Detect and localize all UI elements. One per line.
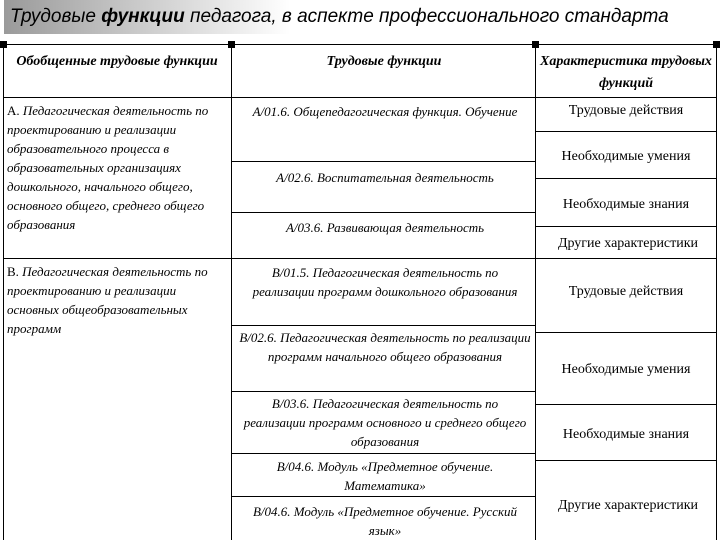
labor-function: В/01.5. Педагогическая деятельность по реализации программ дошкольного образования	[252, 265, 518, 299]
table-border	[231, 391, 536, 392]
page-title	[4, 0, 720, 34]
table-border	[231, 161, 536, 162]
generalized-function-text: Педагогическая деятельность по проектированию и реализации основных общеобразовательных программ	[7, 264, 208, 336]
labor-function: А/03.6. Развивающая деятельность	[285, 220, 485, 235]
labor-function: А/01.6. Общепедагогическая функция. Обучение	[252, 104, 518, 119]
generalized-function-letter: А.	[7, 103, 20, 118]
characteristic-item: Необходимые знания	[562, 427, 690, 442]
table-border	[3, 258, 717, 259]
table-border	[716, 44, 717, 540]
table-border	[231, 212, 536, 213]
table-border	[535, 332, 717, 333]
table-border	[535, 178, 717, 179]
characteristic-item: Другие характеристики	[557, 498, 699, 513]
table-border	[231, 496, 536, 497]
table-border	[535, 226, 717, 227]
generalized-function-text: Педагогическая деятельность по проектированию и реализации образовательного процесса в образовательных организациях дошкольного, начального общего, основного общего, среднего общего образования	[7, 103, 209, 232]
header-generalized-functions: Обобщенные трудовые функции	[16, 54, 218, 69]
generalized-function-b	[7, 262, 229, 338]
labor-function: В/03.6. Педагогическая деятельность по реализации программ основного и среднего общего образования	[243, 396, 527, 449]
title-part-2: педагога, в аспекте профессионального стандарта	[184, 6, 669, 27]
table-border	[3, 97, 717, 98]
header-labor-functions: Трудовые функции	[326, 54, 442, 69]
generalized-function-a	[7, 101, 229, 234]
characteristic-item: Необходимые умения	[561, 149, 691, 164]
labor-function: А/02.6. Воспитательная деятельность	[276, 170, 494, 185]
characteristic-item: Необходимые знания	[562, 197, 690, 212]
table-border	[535, 404, 717, 405]
characteristic-item: Трудовые действия	[568, 103, 684, 118]
table-border	[3, 44, 717, 45]
labor-function: В/04.6. Модуль «Предметное обучение. Русский язык»	[252, 504, 518, 538]
table-border	[535, 44, 536, 540]
table-border	[535, 131, 717, 132]
generalized-function-letter: В.	[7, 264, 19, 279]
title-part-1: Трудовые	[10, 6, 102, 27]
characteristic-item: Необходимые умения	[561, 362, 691, 377]
table-border	[231, 44, 232, 540]
table-border	[3, 44, 4, 540]
table-border	[535, 460, 717, 461]
table-border	[231, 325, 536, 326]
header-characteristics: Характеристика трудовых функций	[540, 54, 712, 91]
characteristic-item: Другие характеристики	[557, 236, 699, 251]
characteristic-item: Трудовые действия	[568, 284, 684, 299]
labor-function: В/04.6. Модуль «Предметное обучение. Математика»	[276, 459, 494, 493]
title-bold: функции	[101, 6, 185, 27]
table-border	[231, 453, 536, 454]
labor-function: В/02.6. Педагогическая деятельность по реализации программ начального общего образования	[239, 330, 531, 364]
